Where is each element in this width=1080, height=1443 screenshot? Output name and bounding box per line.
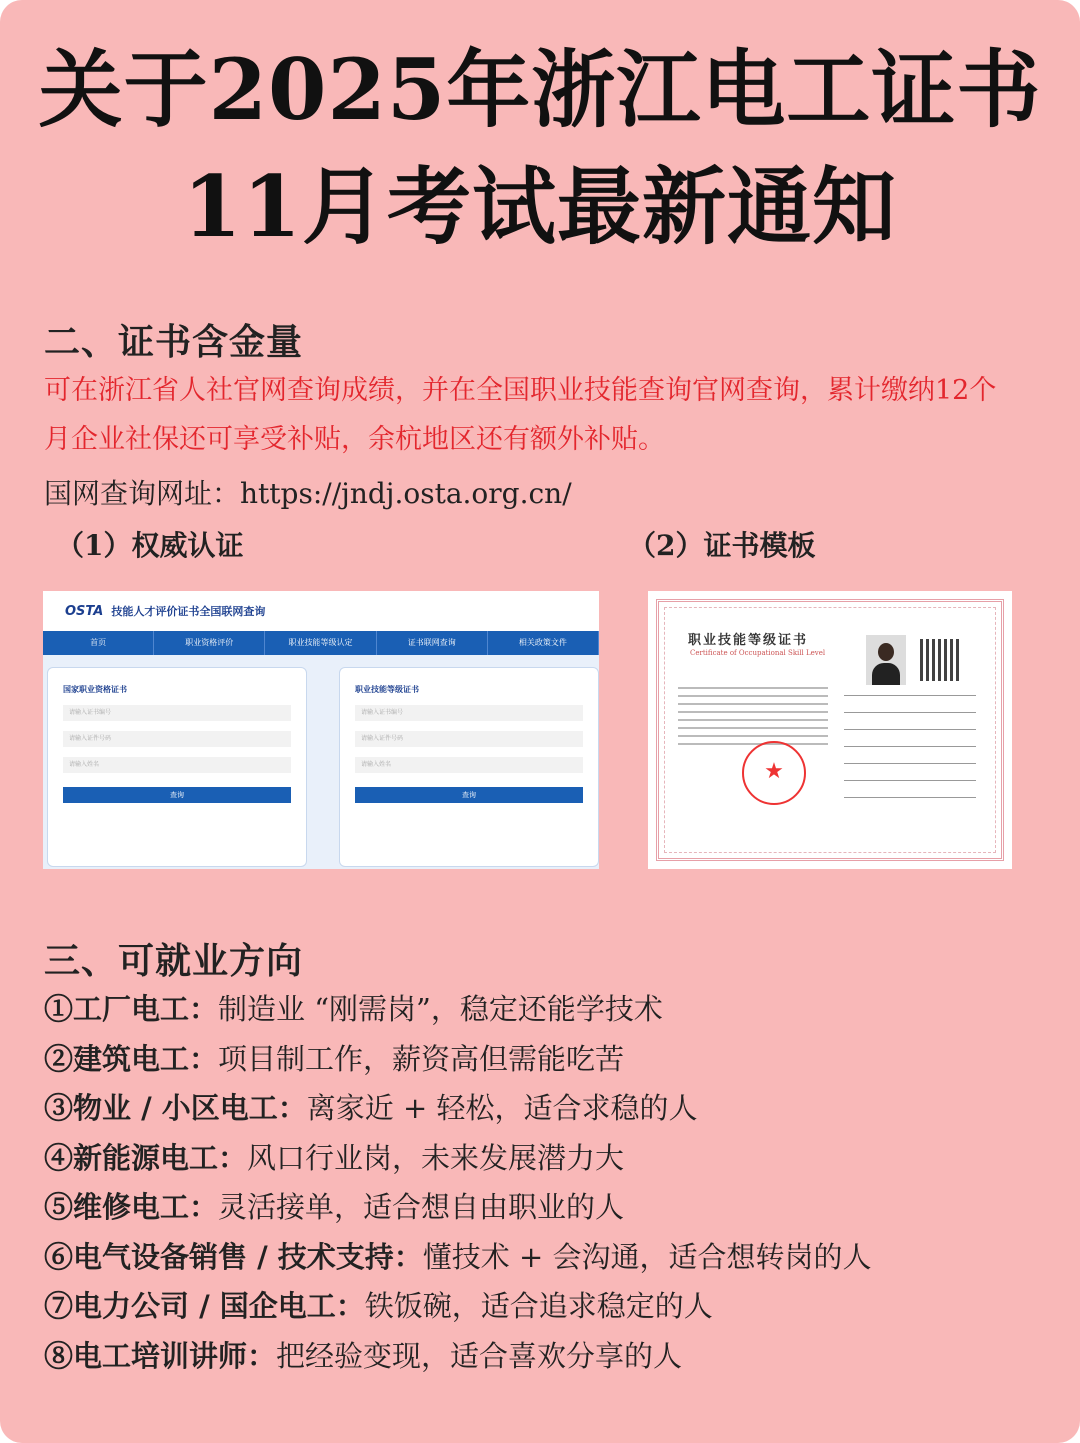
seal-star-icon: ★ [764, 759, 784, 784]
list-item [44, 1339, 1044, 1373]
item-label: ⑦电力公司 / 国企电工： [44, 1289, 365, 1323]
card-title: 国家职业资格证书 [63, 685, 127, 694]
certificate-body-text [678, 687, 828, 751]
list-item [44, 1240, 1044, 1274]
red-seal-stamp [742, 741, 806, 805]
item-label: ③物业 / 小区电工： [44, 1091, 307, 1125]
photo-torso [872, 663, 900, 685]
nav-item[interactable]: 证书联网查询 [377, 631, 488, 655]
item-text: 把经验变现，适合喜欢分享的人 [276, 1339, 683, 1373]
red-line-2: 月企业社保还可享受补贴，余杭地区还有额外补贴。 [44, 424, 665, 455]
cert-number-input[interactable]: 请输入证书编号 [355, 705, 583, 721]
query-button[interactable]: 查询 [355, 787, 583, 803]
list-item [44, 1141, 1044, 1175]
nav-item[interactable]: 职业技能等级认定 [265, 631, 376, 655]
item-label: ⑤维修电工： [44, 1190, 219, 1224]
name-input[interactable]: 请输入姓名 [63, 757, 291, 773]
query-button[interactable]: 查询 [63, 787, 291, 803]
item-text: 离家近 + 轻松，适合求稳的人 [306, 1091, 698, 1125]
item-label: ①工厂电工： [44, 992, 219, 1026]
nav-item[interactable]: 相关政策文件 [488, 631, 599, 655]
osta-site-screenshot [43, 591, 599, 869]
title-line-2: 11月考试最新通知 [183, 157, 897, 256]
item-text: 铁饭碗，适合追求稳定的人 [364, 1289, 713, 1323]
list-item [44, 1042, 1044, 1076]
title-line-1: 关于2025年浙江电工证书 [38, 40, 1042, 139]
certificate-fields [844, 695, 976, 814]
qr-code-icon [920, 639, 962, 681]
photo-head [878, 643, 894, 661]
item-label: ④新能源电工： [44, 1141, 248, 1175]
certificate-title: 职业技能等级证书 [688, 633, 809, 648]
site-title: 技能人才评价证书全国联网查询 [111, 605, 266, 618]
section3-heading: 三、可就业方向 [44, 940, 304, 982]
item-text: 项目制工作，薪资高但需能吃苦 [218, 1042, 625, 1076]
list-item [44, 1190, 1044, 1224]
id-number-input[interactable]: 请输入证件号码 [63, 731, 291, 747]
site-nav [43, 631, 599, 655]
query-card-skill-level [339, 667, 599, 867]
certificate-subtitle: Certificate of Occupational Skill Level [690, 649, 826, 657]
item-text: 风口行业岗，未来发展潜力大 [247, 1141, 625, 1175]
cert-number-input[interactable]: 请输入证书编号 [63, 705, 291, 721]
list-item [44, 1091, 1044, 1125]
site-header [43, 591, 599, 631]
osta-logo: OSTA [65, 603, 104, 619]
sub-template: （2）证书模板 [628, 529, 816, 562]
item-text: 懂技术 + 会沟通，适合想转岗的人 [422, 1240, 872, 1274]
list-item [44, 992, 1044, 1026]
portrait-photo [866, 635, 906, 685]
item-label: ②建筑电工： [44, 1042, 219, 1076]
card-title: 职业技能等级证书 [355, 685, 419, 694]
item-text: 灵活接单，适合想自由职业的人 [218, 1190, 625, 1224]
sub-authority: （1）权威认证 [56, 529, 244, 562]
name-input[interactable]: 请输入姓名 [355, 757, 583, 773]
list-item [44, 1289, 1044, 1323]
query-card-qualification [47, 667, 307, 867]
nav-item[interactable]: 首页 [43, 631, 154, 655]
red-line-1: 可在浙江省人社官网查询成绩，并在全国职业技能查询官网查询，累计缴纳12个 [44, 375, 997, 406]
nav-item[interactable]: 职业资格评价 [154, 631, 265, 655]
site-body [43, 655, 599, 869]
item-label: ⑧电工培训讲师： [44, 1339, 277, 1373]
section2-red-text [44, 366, 1034, 464]
item-label: ⑥电气设备销售 / 技术支持： [44, 1240, 423, 1274]
query-url: 国网查询网址：https://jndj.osta.org.cn/ [44, 477, 572, 510]
certificate-template-image [648, 591, 1012, 869]
item-text: 制造业 “刚需岗”，稳定还能学技术 [218, 992, 663, 1026]
id-number-input[interactable]: 请输入证件号码 [355, 731, 583, 747]
section2-heading: 二、证书含金量 [44, 321, 304, 363]
